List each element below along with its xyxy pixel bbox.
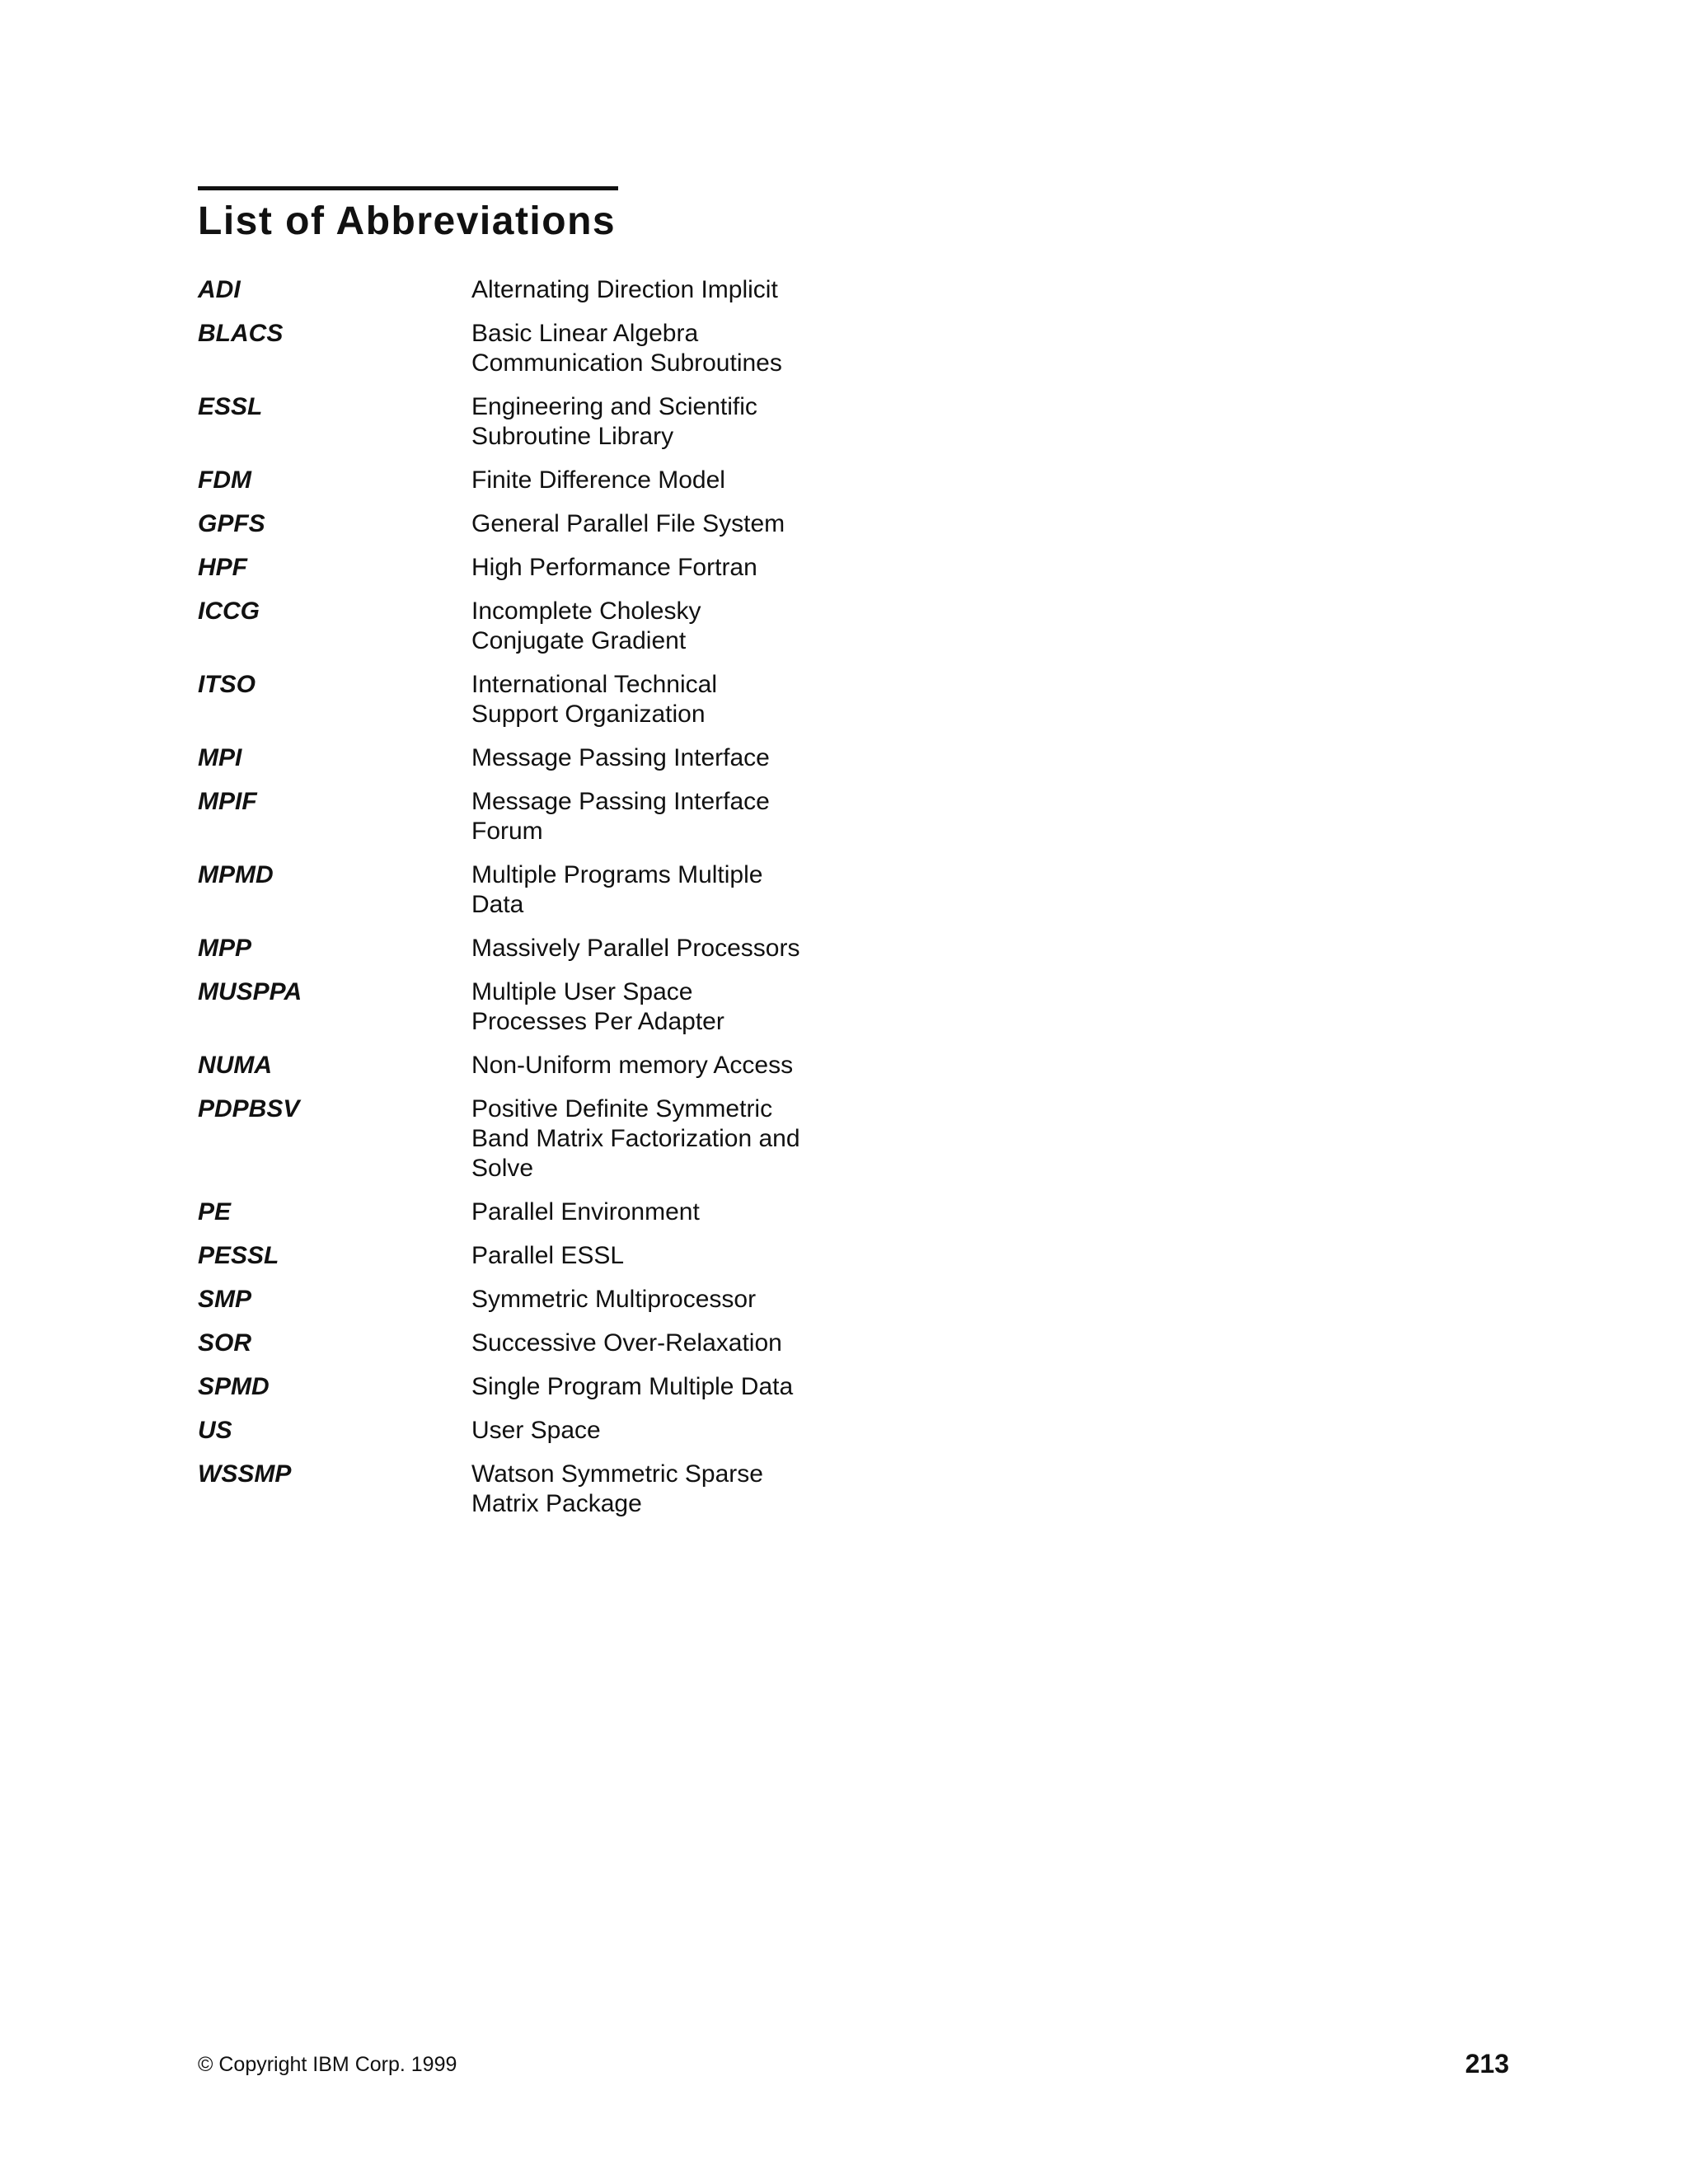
list-item	[198, 1051, 857, 1080]
abbreviation-term: ADI	[198, 276, 241, 303]
list-item	[198, 1372, 857, 1402]
page-header	[198, 186, 618, 241]
list-item	[198, 553, 857, 583]
abbreviation-term: PE	[198, 1198, 232, 1226]
abbreviation-term: NUMA	[198, 1052, 272, 1079]
abbreviation-term: BLACS	[198, 320, 284, 347]
abbreviation-definition: Symmetric Multiprocessor	[471, 1286, 757, 1313]
list-item	[198, 1197, 857, 1227]
abbreviation-list	[198, 275, 857, 1533]
list-item	[198, 860, 857, 920]
list-item	[198, 934, 857, 963]
abbreviation-term: FDM	[198, 466, 251, 494]
abbreviation-term: HPF	[198, 554, 247, 581]
abbreviation-definition: Massively Parallel Processors	[471, 935, 800, 962]
abbreviation-definition: Message Passing Interface Forum	[471, 788, 770, 845]
abbreviation-definition: Finite Difference Model	[471, 466, 725, 494]
abbreviation-definition: Message Passing Interface	[471, 744, 770, 771]
abbreviation-term: ITSO	[198, 671, 256, 698]
abbreviation-definition: Basic Linear Algebra Communication Subroutines	[471, 320, 782, 377]
abbreviation-definition: Alternating Direction Implicit	[471, 276, 778, 303]
list-item	[198, 466, 857, 495]
abbreviation-definition: Non-Uniform memory Access	[471, 1052, 794, 1079]
abbreviation-definition: Incomplete Cholesky Conjugate Gradient	[471, 598, 701, 654]
abbreviation-definition: Multiple User Space Processes Per Adapter	[471, 978, 724, 1035]
abbreviation-definition: Parallel ESSL	[471, 1242, 625, 1269]
abbreviation-term: MPI	[198, 744, 242, 771]
abbreviation-term: SPMD	[198, 1373, 270, 1400]
list-item	[198, 670, 857, 729]
abbreviation-term: ESSL	[198, 393, 263, 420]
abbreviation-term: WSSMP	[198, 1460, 292, 1488]
list-item	[198, 319, 857, 378]
abbreviation-definition: Watson Symmetric Sparse Matrix Package	[471, 1460, 763, 1517]
list-item	[198, 1285, 857, 1315]
abbreviation-term: ICCG	[198, 598, 260, 625]
abbreviation-definition: Parallel Environment	[471, 1198, 700, 1226]
list-item	[198, 1416, 857, 1446]
abbreviation-term: PDPBSV	[198, 1095, 300, 1122]
list-item	[198, 275, 857, 305]
abbreviation-term: MPIF	[198, 788, 257, 815]
list-item	[198, 1241, 857, 1271]
abbreviation-term: SMP	[198, 1286, 252, 1313]
title-rule	[198, 186, 618, 190]
abbreviation-term: PESSL	[198, 1242, 279, 1269]
abbreviation-definition: International Technical Support Organization	[471, 671, 717, 728]
abbreviation-definition: Positive Definite Symmetric Band Matrix Factorization and Solve	[471, 1095, 800, 1182]
page-number: 213	[1465, 2049, 1509, 2079]
abbreviation-definition: Successive Over-Relaxation	[471, 1329, 782, 1357]
page-title: List of Abbreviations	[198, 199, 617, 243]
list-item	[198, 787, 857, 846]
abbreviation-term: MPP	[198, 935, 252, 962]
abbreviation-definition: High Performance Fortran	[471, 554, 757, 581]
abbreviation-term: SOR	[198, 1329, 252, 1357]
abbreviation-definition: Single Program Multiple Data	[471, 1373, 794, 1400]
abbreviation-definition: Multiple Programs Multiple Data	[471, 861, 763, 918]
abbreviation-term: GPFS	[198, 510, 265, 537]
list-item	[198, 1094, 857, 1183]
list-item	[198, 743, 857, 773]
abbreviation-definition: Engineering and Scientific Subroutine Library	[471, 393, 757, 450]
abbreviation-term: US	[198, 1417, 232, 1444]
abbreviation-definition: User Space	[471, 1417, 601, 1444]
list-item	[198, 597, 857, 656]
list-item	[198, 509, 857, 539]
abbreviation-definition: General Parallel File System	[471, 510, 785, 537]
abbreviation-term: MPMD	[198, 861, 274, 888]
copyright-notice: © Copyright IBM Corp. 1999	[198, 2053, 457, 2076]
list-item	[198, 977, 857, 1037]
abbreviation-term: MUSPPA	[198, 978, 302, 1005]
list-item	[198, 1460, 857, 1519]
list-item	[198, 392, 857, 452]
list-item	[198, 1329, 857, 1358]
